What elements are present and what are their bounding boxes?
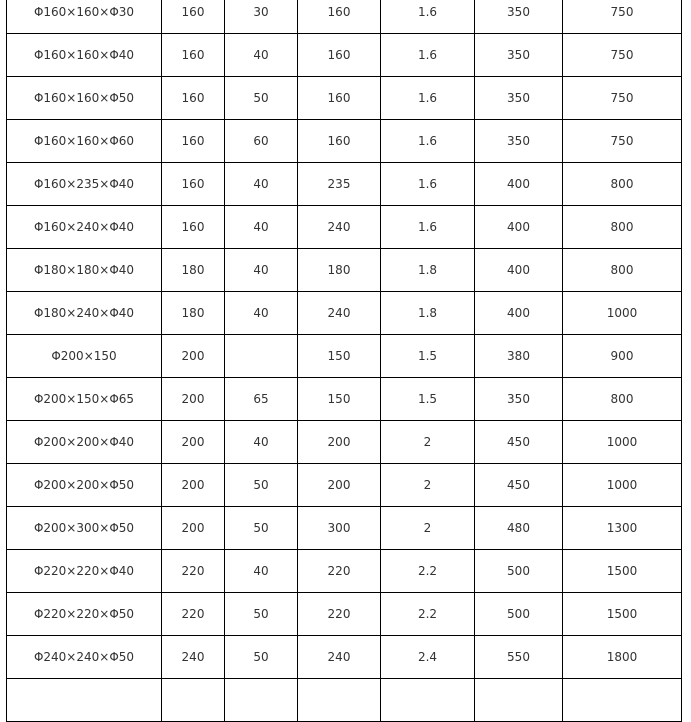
spec-cell: Φ220×220×Φ40	[7, 550, 162, 593]
value-cell: 1.8	[381, 249, 475, 292]
value-cell: 400	[475, 292, 563, 335]
value-cell: 160	[162, 206, 225, 249]
value-cell: 2	[381, 507, 475, 550]
value-cell: 200	[298, 464, 381, 507]
spec-cell: Φ220×220×Φ50	[7, 593, 162, 636]
table-row	[7, 120, 682, 163]
value-cell: 60	[225, 120, 298, 163]
value-cell: 240	[298, 636, 381, 679]
table-row	[7, 292, 682, 335]
table-row	[7, 421, 682, 464]
value-cell: 160	[298, 77, 381, 120]
value-cell: 200	[162, 378, 225, 421]
value-cell: 350	[475, 0, 563, 34]
value-cell: 350	[475, 378, 563, 421]
value-cell	[225, 335, 298, 378]
table-row	[7, 34, 682, 77]
table-row	[7, 77, 682, 120]
spec-cell: Φ180×180×Φ40	[7, 249, 162, 292]
spec-table	[6, 0, 682, 722]
table-row	[7, 679, 682, 722]
value-cell: 1.6	[381, 77, 475, 120]
value-cell: 1500	[563, 593, 682, 636]
value-cell: 2.4	[381, 636, 475, 679]
spec-cell: Φ180×240×Φ40	[7, 292, 162, 335]
value-cell: 400	[475, 206, 563, 249]
table-row	[7, 507, 682, 550]
value-cell: 1000	[563, 421, 682, 464]
value-cell: 300	[298, 507, 381, 550]
value-cell: 450	[475, 421, 563, 464]
value-cell: 220	[298, 550, 381, 593]
value-cell: 40	[225, 292, 298, 335]
value-cell: 150	[298, 335, 381, 378]
value-cell: 160	[298, 120, 381, 163]
table-container	[6, 0, 682, 722]
value-cell: 40	[225, 550, 298, 593]
value-cell: 2	[381, 464, 475, 507]
spec-cell: Φ160×235×Φ40	[7, 163, 162, 206]
value-cell: 200	[162, 335, 225, 378]
value-cell: 50	[225, 593, 298, 636]
value-cell: 400	[475, 163, 563, 206]
value-cell: 150	[298, 378, 381, 421]
value-cell: 1.6	[381, 34, 475, 77]
spec-cell	[7, 679, 162, 722]
table-row	[7, 464, 682, 507]
value-cell: 50	[225, 507, 298, 550]
value-cell: 240	[162, 636, 225, 679]
value-cell: 750	[563, 34, 682, 77]
value-cell: 235	[298, 163, 381, 206]
value-cell: 1.6	[381, 163, 475, 206]
value-cell: 50	[225, 636, 298, 679]
value-cell: 200	[162, 464, 225, 507]
value-cell: 400	[475, 249, 563, 292]
value-cell: 480	[475, 507, 563, 550]
value-cell: 800	[563, 206, 682, 249]
value-cell: 220	[162, 593, 225, 636]
spec-cell: Φ160×160×Φ30	[7, 0, 162, 34]
value-cell: 1.5	[381, 378, 475, 421]
value-cell: 380	[475, 335, 563, 378]
value-cell: 40	[225, 34, 298, 77]
value-cell: 200	[162, 421, 225, 464]
value-cell: 800	[563, 249, 682, 292]
value-cell	[475, 679, 563, 722]
value-cell: 40	[225, 163, 298, 206]
table-row	[7, 0, 682, 34]
value-cell: 350	[475, 77, 563, 120]
value-cell: 65	[225, 378, 298, 421]
value-cell	[381, 679, 475, 722]
table-row	[7, 206, 682, 249]
spec-cell: Φ200×300×Φ50	[7, 507, 162, 550]
value-cell: 2	[381, 421, 475, 464]
value-cell: 30	[225, 0, 298, 34]
value-cell: 240	[298, 206, 381, 249]
value-cell: 500	[475, 593, 563, 636]
value-cell: 40	[225, 206, 298, 249]
value-cell	[162, 679, 225, 722]
spec-cell: Φ240×240×Φ50	[7, 636, 162, 679]
value-cell: 350	[475, 120, 563, 163]
value-cell: 160	[162, 34, 225, 77]
value-cell	[225, 679, 298, 722]
value-cell: 750	[563, 120, 682, 163]
spec-cell: Φ160×160×Φ50	[7, 77, 162, 120]
table-row	[7, 163, 682, 206]
value-cell: 220	[298, 593, 381, 636]
spec-cell: Φ200×150	[7, 335, 162, 378]
spec-cell: Φ160×160×Φ60	[7, 120, 162, 163]
spec-cell: Φ200×200×Φ40	[7, 421, 162, 464]
value-cell: 500	[475, 550, 563, 593]
value-cell: 180	[162, 292, 225, 335]
value-cell: 1.8	[381, 292, 475, 335]
value-cell: 550	[475, 636, 563, 679]
value-cell: 160	[298, 34, 381, 77]
value-cell	[563, 679, 682, 722]
table-row	[7, 636, 682, 679]
value-cell: 180	[298, 249, 381, 292]
value-cell: 1500	[563, 550, 682, 593]
value-cell: 200	[298, 421, 381, 464]
value-cell: 160	[162, 120, 225, 163]
value-cell: 240	[298, 292, 381, 335]
value-cell: 1000	[563, 292, 682, 335]
value-cell: 160	[162, 77, 225, 120]
table-row	[7, 593, 682, 636]
value-cell: 200	[162, 507, 225, 550]
value-cell: 180	[162, 249, 225, 292]
value-cell: 50	[225, 464, 298, 507]
spec-cell: Φ160×160×Φ40	[7, 34, 162, 77]
value-cell: 800	[563, 378, 682, 421]
value-cell: 220	[162, 550, 225, 593]
table-row	[7, 249, 682, 292]
value-cell: 1.5	[381, 335, 475, 378]
value-cell	[298, 679, 381, 722]
value-cell: 750	[563, 77, 682, 120]
table-row	[7, 550, 682, 593]
value-cell: 40	[225, 249, 298, 292]
value-cell: 160	[162, 163, 225, 206]
value-cell: 1300	[563, 507, 682, 550]
value-cell: 1000	[563, 464, 682, 507]
value-cell: 1.6	[381, 0, 475, 34]
value-cell: 450	[475, 464, 563, 507]
spec-cell: Φ160×240×Φ40	[7, 206, 162, 249]
value-cell: 800	[563, 163, 682, 206]
table-row	[7, 335, 682, 378]
spec-cell: Φ200×200×Φ50	[7, 464, 162, 507]
value-cell: 1800	[563, 636, 682, 679]
value-cell: 900	[563, 335, 682, 378]
value-cell: 1.6	[381, 206, 475, 249]
spec-cell: Φ200×150×Φ65	[7, 378, 162, 421]
table-row	[7, 378, 682, 421]
value-cell: 2.2	[381, 593, 475, 636]
value-cell: 2.2	[381, 550, 475, 593]
value-cell: 50	[225, 77, 298, 120]
value-cell: 40	[225, 421, 298, 464]
value-cell: 160	[298, 0, 381, 34]
value-cell: 160	[162, 0, 225, 34]
value-cell: 350	[475, 34, 563, 77]
value-cell: 1.6	[381, 120, 475, 163]
value-cell: 750	[563, 0, 682, 34]
